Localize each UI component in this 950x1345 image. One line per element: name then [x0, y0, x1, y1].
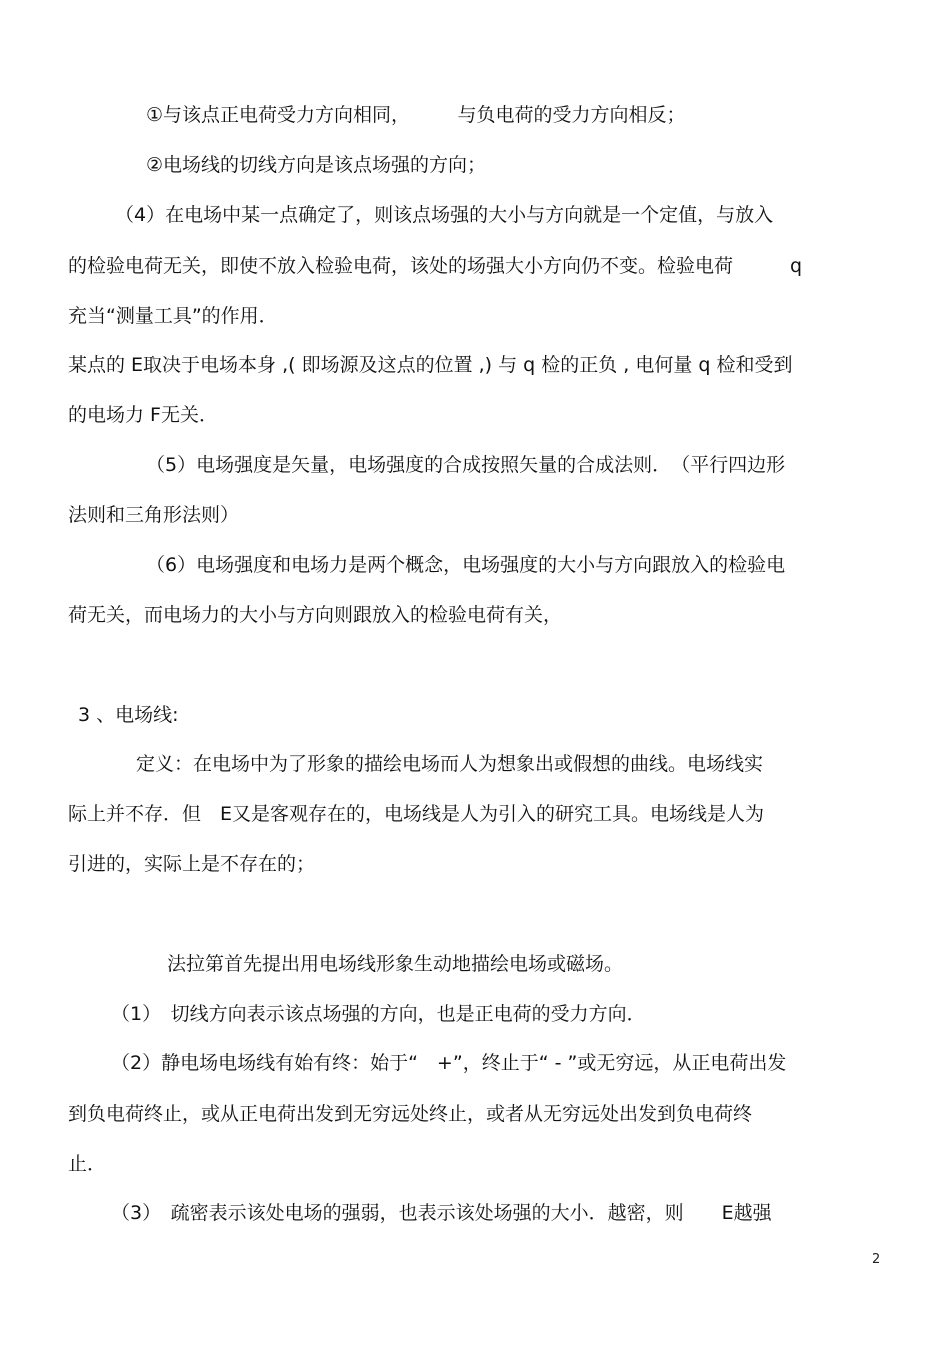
text-line: 充当“测量工具”的作用． — [68, 305, 278, 327]
text-line: ②电场线的切线方向是该点场强的方向； — [146, 154, 487, 176]
text-line: 定义：在电场中为了形象的描绘电场而人为想象出或假想的曲线。电场线实 — [136, 753, 764, 775]
text-line: 的检验电荷无关，即使不放入检验电荷，该处的场强大小方向仍不变。检验电荷 q — [68, 255, 803, 277]
text-line: 到负电荷终止，或从正电荷出发到无穷远处终止，或者从无穷远处出发到负电荷终 — [68, 1103, 753, 1125]
text-line: 法则和三角形法则） — [68, 504, 240, 526]
text-line: 荷无关，而电场力的大小与方向则跟放入的检验电荷有关， — [68, 604, 563, 626]
text-line: 际上并不存．但 E又是客观存在的，电场线是人为引入的研究工具。电场线是人为 — [68, 803, 765, 825]
text-line: 引进的，实际上是不存在的； — [68, 853, 316, 875]
text-line: （1） 切线方向表示该点场强的方向，也是正电荷的受力方向． — [111, 1003, 646, 1025]
text-line: （4）在电场中某一点确定了，则该点场强的大小与方向就是一个定值，与放入 — [115, 204, 774, 226]
page-number: 2 — [872, 1252, 881, 1267]
text-line: （5）电场强度是矢量，电场强度的合成按照矢量的合成法则． （平行四边形 — [146, 454, 786, 476]
section-heading: 3 、电场线: — [78, 704, 179, 726]
text-line: 某点的 E取决于电场本身 ,( 即场源及这点的位置 ,) 与 q 检的正负 , 电何量 q 检和受到 — [68, 354, 793, 376]
text-line: （6）电场强度和电场力是两个概念，电场强度的大小与方向跟放入的检验电 — [146, 554, 786, 576]
text-line: 的电场力 F无关． — [68, 404, 218, 426]
text-line: （3） 疏密表示该处电场的强弱，也表示该处场强的大小．越密，则 E越强 — [111, 1202, 772, 1224]
text-line: 法拉第首先提出用电场线形象生动地描绘电场或磁场。 — [167, 953, 624, 975]
text-line: （2）静电场电场线有始有终：始于“ +”，终止于“ - ”或无穷远，从正电荷出发 — [111, 1052, 787, 1074]
text-line: 止． — [68, 1153, 107, 1175]
text-line: ①与该点正电荷受力方向相同， 与负电荷的受力方向相反； — [146, 104, 686, 126]
